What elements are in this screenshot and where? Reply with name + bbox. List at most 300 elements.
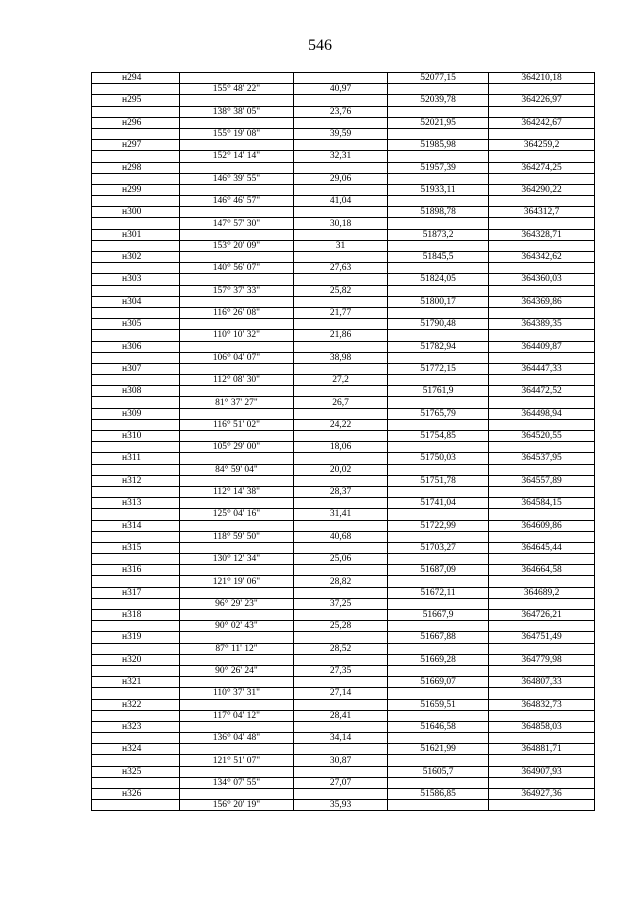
direction-angle-cell: 121° 19' 06" [180, 576, 294, 587]
empty-angle-cell [180, 654, 294, 665]
point-name-cell: н322 [92, 699, 180, 710]
point-row [92, 789, 595, 800]
direction-angle-cell: 96° 29' 23" [180, 598, 294, 609]
x-coordinate-cell: 51646,58 [388, 721, 489, 732]
measurement-row [92, 800, 595, 811]
point-name-cell: н321 [92, 677, 180, 688]
x-coordinate-cell: 52077,15 [388, 73, 489, 84]
empty-angle-cell [180, 475, 294, 486]
measurement-row [92, 486, 595, 497]
empty-x-cell [388, 464, 489, 475]
empty-angle-cell [180, 431, 294, 442]
empty-length-cell [294, 699, 388, 710]
x-coordinate-cell: 51687,09 [388, 565, 489, 576]
empty-y-cell [489, 330, 595, 341]
empty-angle-cell [180, 319, 294, 330]
x-coordinate-cell: 51621,99 [388, 744, 489, 755]
direction-angle-cell: 106° 04' 07" [180, 352, 294, 363]
y-coordinate-cell: 364664,58 [489, 565, 595, 576]
empty-point-cell [92, 173, 180, 184]
y-coordinate-cell: 364689,2 [489, 587, 595, 598]
empty-y-cell [489, 442, 595, 453]
segment-length-cell: 20,02 [294, 464, 388, 475]
empty-x-cell [388, 598, 489, 609]
measurement-row [92, 598, 595, 609]
point-name-cell: н304 [92, 296, 180, 307]
y-coordinate-cell: 364210,18 [489, 73, 595, 84]
empty-length-cell [294, 296, 388, 307]
x-coordinate-cell: 51669,28 [388, 654, 489, 665]
empty-length-cell [294, 431, 388, 442]
point-name-cell: н307 [92, 363, 180, 374]
measurement-row [92, 554, 595, 565]
point-row [92, 296, 595, 307]
x-coordinate-cell: 52021,95 [388, 117, 489, 128]
empty-point-cell [92, 643, 180, 654]
direction-angle-cell: 117° 04' 12" [180, 710, 294, 721]
point-name-cell: н300 [92, 207, 180, 218]
point-name-cell: н295 [92, 95, 180, 106]
empty-x-cell [388, 330, 489, 341]
segment-length-cell: 18,06 [294, 442, 388, 453]
empty-length-cell [294, 475, 388, 486]
empty-y-cell [489, 397, 595, 408]
empty-point-cell [92, 307, 180, 318]
empty-angle-cell [180, 565, 294, 576]
empty-y-cell [489, 643, 595, 654]
point-name-cell: н325 [92, 766, 180, 777]
segment-length-cell: 25,82 [294, 285, 388, 296]
empty-y-cell [489, 84, 595, 95]
empty-length-cell [294, 632, 388, 643]
direction-angle-cell: 146° 39' 55" [180, 173, 294, 184]
point-row [92, 453, 595, 464]
y-coordinate-cell: 364226,97 [489, 95, 595, 106]
point-row [92, 721, 595, 732]
direction-angle-cell: 121° 51' 07" [180, 755, 294, 766]
empty-length-cell [294, 565, 388, 576]
point-name-cell: н318 [92, 610, 180, 621]
measurement-row [92, 263, 595, 274]
measurement-row [92, 464, 595, 475]
point-name-cell: н324 [92, 744, 180, 755]
x-coordinate-cell: 51751,78 [388, 475, 489, 486]
direction-angle-cell: 153° 20' 09" [180, 240, 294, 251]
empty-length-cell [294, 229, 388, 240]
segment-length-cell: 28,37 [294, 486, 388, 497]
x-coordinate-cell: 51782,94 [388, 341, 489, 352]
x-coordinate-cell: 51985,98 [388, 140, 489, 151]
empty-x-cell [388, 733, 489, 744]
measurement-row [92, 643, 595, 654]
direction-angle-cell: 157° 37' 33" [180, 285, 294, 296]
direction-angle-cell: 147° 57' 30" [180, 218, 294, 229]
empty-length-cell [294, 386, 388, 397]
empty-angle-cell [180, 117, 294, 128]
empty-length-cell [294, 520, 388, 531]
empty-angle-cell [180, 699, 294, 710]
empty-x-cell [388, 106, 489, 117]
empty-angle-cell [180, 296, 294, 307]
empty-y-cell [489, 688, 595, 699]
empty-length-cell [294, 117, 388, 128]
x-coordinate-cell: 51722,99 [388, 520, 489, 531]
empty-length-cell [294, 207, 388, 218]
point-row [92, 140, 595, 151]
segment-length-cell: 29,06 [294, 173, 388, 184]
y-coordinate-cell: 364584,15 [489, 498, 595, 509]
empty-point-cell [92, 442, 180, 453]
empty-point-cell [92, 84, 180, 95]
empty-angle-cell [180, 587, 294, 598]
x-coordinate-cell: 51741,04 [388, 498, 489, 509]
empty-angle-cell [180, 744, 294, 755]
empty-x-cell [388, 688, 489, 699]
point-row [92, 252, 595, 263]
empty-angle-cell [180, 341, 294, 352]
segment-length-cell: 40,68 [294, 531, 388, 542]
empty-y-cell [489, 531, 595, 542]
empty-point-cell [92, 733, 180, 744]
direction-angle-cell: 146° 46' 57" [180, 196, 294, 207]
point-name-cell: н296 [92, 117, 180, 128]
empty-point-cell [92, 777, 180, 788]
empty-length-cell [294, 789, 388, 800]
y-coordinate-cell: 364312,7 [489, 207, 595, 218]
direction-angle-cell: 156° 20' 19" [180, 800, 294, 811]
measurement-row [92, 777, 595, 788]
segment-length-cell: 40,97 [294, 84, 388, 95]
point-name-cell: н313 [92, 498, 180, 509]
segment-length-cell: 27,2 [294, 375, 388, 386]
empty-y-cell [489, 128, 595, 139]
empty-point-cell [92, 419, 180, 430]
direction-angle-cell: 152° 14' 14" [180, 151, 294, 162]
y-coordinate-cell: 364290,22 [489, 184, 595, 195]
empty-length-cell [294, 542, 388, 553]
point-row [92, 431, 595, 442]
measurement-row [92, 733, 595, 744]
empty-length-cell [294, 319, 388, 330]
direction-angle-cell: 87° 11' 12" [180, 643, 294, 654]
direction-angle-cell: 81° 37' 27" [180, 397, 294, 408]
empty-length-cell [294, 498, 388, 509]
point-row [92, 207, 595, 218]
empty-x-cell [388, 486, 489, 497]
empty-point-cell [92, 621, 180, 632]
empty-point-cell [92, 598, 180, 609]
empty-length-cell [294, 453, 388, 464]
empty-y-cell [489, 464, 595, 475]
empty-y-cell [489, 486, 595, 497]
point-row [92, 274, 595, 285]
point-name-cell: н309 [92, 408, 180, 419]
empty-angle-cell [180, 677, 294, 688]
empty-point-cell [92, 196, 180, 207]
x-coordinate-cell: 51754,85 [388, 431, 489, 442]
measurement-row [92, 419, 595, 430]
empty-point-cell [92, 218, 180, 229]
point-row [92, 162, 595, 173]
direction-angle-cell: 110° 37' 31" [180, 688, 294, 699]
empty-length-cell [294, 587, 388, 598]
measurement-row [92, 531, 595, 542]
empty-x-cell [388, 151, 489, 162]
point-name-cell: н305 [92, 319, 180, 330]
empty-point-cell [92, 397, 180, 408]
direction-angle-cell: 84° 59' 04" [180, 464, 294, 475]
point-name-cell: н294 [92, 73, 180, 84]
measurement-row [92, 755, 595, 766]
measurement-row [92, 621, 595, 632]
point-name-cell: н317 [92, 587, 180, 598]
point-row [92, 587, 595, 598]
empty-angle-cell [180, 162, 294, 173]
segment-length-cell: 38,98 [294, 352, 388, 363]
coordinates-table-body [92, 73, 595, 811]
empty-y-cell [489, 173, 595, 184]
x-coordinate-cell: 51957,39 [388, 162, 489, 173]
empty-angle-cell [180, 520, 294, 531]
empty-point-cell [92, 509, 180, 520]
segment-length-cell: 25,06 [294, 554, 388, 565]
segment-length-cell: 31,41 [294, 509, 388, 520]
y-coordinate-cell: 364807,33 [489, 677, 595, 688]
x-coordinate-cell: 51669,07 [388, 677, 489, 688]
point-row [92, 73, 595, 84]
empty-y-cell [489, 710, 595, 721]
point-name-cell: н312 [92, 475, 180, 486]
empty-y-cell [489, 106, 595, 117]
segment-length-cell: 23,76 [294, 106, 388, 117]
direction-angle-cell: 116° 51' 02" [180, 419, 294, 430]
y-coordinate-cell: 364881,71 [489, 744, 595, 755]
empty-point-cell [92, 576, 180, 587]
segment-length-cell: 28,82 [294, 576, 388, 587]
empty-x-cell [388, 419, 489, 430]
empty-angle-cell [180, 207, 294, 218]
y-coordinate-cell: 364520,55 [489, 431, 595, 442]
x-coordinate-cell: 51772,15 [388, 363, 489, 374]
empty-length-cell [294, 408, 388, 419]
y-coordinate-cell: 364447,33 [489, 363, 595, 374]
empty-length-cell [294, 252, 388, 263]
point-row [92, 654, 595, 665]
empty-x-cell [388, 285, 489, 296]
empty-x-cell [388, 375, 489, 386]
x-coordinate-cell: 51605,7 [388, 766, 489, 777]
y-coordinate-cell: 364858,03 [489, 721, 595, 732]
y-coordinate-cell: 364328,71 [489, 229, 595, 240]
point-row [92, 520, 595, 531]
empty-x-cell [388, 397, 489, 408]
point-name-cell: н323 [92, 721, 180, 732]
segment-length-cell: 31 [294, 240, 388, 251]
empty-x-cell [388, 218, 489, 229]
measurement-row [92, 665, 595, 676]
direction-angle-cell: 138° 38' 05" [180, 106, 294, 117]
empty-x-cell [388, 240, 489, 251]
segment-length-cell: 25,28 [294, 621, 388, 632]
point-row [92, 408, 595, 419]
empty-point-cell [92, 240, 180, 251]
point-name-cell: н319 [92, 632, 180, 643]
segment-length-cell: 37,25 [294, 598, 388, 609]
empty-point-cell [92, 352, 180, 363]
point-name-cell: н320 [92, 654, 180, 665]
x-coordinate-cell: 51790,48 [388, 319, 489, 330]
x-coordinate-cell: 51761,9 [388, 386, 489, 397]
x-coordinate-cell: 51765,79 [388, 408, 489, 419]
direction-angle-cell: 90° 26' 24" [180, 665, 294, 676]
empty-point-cell [92, 128, 180, 139]
empty-y-cell [489, 733, 595, 744]
empty-x-cell [388, 755, 489, 766]
segment-length-cell: 34,14 [294, 733, 388, 744]
empty-point-cell [92, 554, 180, 565]
y-coordinate-cell: 364779,98 [489, 654, 595, 665]
empty-point-cell [92, 800, 180, 811]
point-row [92, 386, 595, 397]
empty-angle-cell [180, 274, 294, 285]
measurement-row [92, 151, 595, 162]
empty-length-cell [294, 95, 388, 106]
point-name-cell: н302 [92, 252, 180, 263]
empty-angle-cell [180, 498, 294, 509]
point-row [92, 744, 595, 755]
y-coordinate-cell: 364360,03 [489, 274, 595, 285]
empty-point-cell [92, 486, 180, 497]
y-coordinate-cell: 364472,52 [489, 386, 595, 397]
empty-x-cell [388, 442, 489, 453]
segment-length-cell: 41,04 [294, 196, 388, 207]
y-coordinate-cell: 364259,2 [489, 140, 595, 151]
empty-angle-cell [180, 721, 294, 732]
measurement-row [92, 576, 595, 587]
x-coordinate-cell: 51703,27 [388, 542, 489, 553]
point-name-cell: н298 [92, 162, 180, 173]
empty-angle-cell [180, 453, 294, 464]
empty-y-cell [489, 576, 595, 587]
point-row [92, 363, 595, 374]
point-row [92, 498, 595, 509]
y-coordinate-cell: 364242,67 [489, 117, 595, 128]
direction-angle-cell: 155° 48' 22" [180, 84, 294, 95]
y-coordinate-cell: 364409,87 [489, 341, 595, 352]
segment-length-cell: 30,18 [294, 218, 388, 229]
direction-angle-cell: 118° 59' 50" [180, 531, 294, 542]
point-row [92, 632, 595, 643]
y-coordinate-cell: 364927,36 [489, 789, 595, 800]
empty-y-cell [489, 196, 595, 207]
x-coordinate-cell: 51659,51 [388, 699, 489, 710]
point-row [92, 95, 595, 106]
empty-point-cell [92, 665, 180, 676]
x-coordinate-cell: 51667,88 [388, 632, 489, 643]
empty-angle-cell [180, 229, 294, 240]
empty-x-cell [388, 643, 489, 654]
measurement-row [92, 285, 595, 296]
empty-angle-cell [180, 140, 294, 151]
y-coordinate-cell: 364274,25 [489, 162, 595, 173]
direction-angle-cell: 105° 29' 00" [180, 442, 294, 453]
empty-y-cell [489, 621, 595, 632]
empty-y-cell [489, 285, 595, 296]
direction-angle-cell: 112° 14' 38" [180, 486, 294, 497]
empty-length-cell [294, 721, 388, 732]
empty-y-cell [489, 777, 595, 788]
segment-length-cell: 32,31 [294, 151, 388, 162]
empty-y-cell [489, 665, 595, 676]
empty-angle-cell [180, 95, 294, 106]
segment-length-cell: 26,7 [294, 397, 388, 408]
segment-length-cell: 28,41 [294, 710, 388, 721]
point-row [92, 117, 595, 128]
y-coordinate-cell: 364609,86 [489, 520, 595, 531]
segment-length-cell: 35,93 [294, 800, 388, 811]
direction-angle-cell: 90° 02' 43" [180, 621, 294, 632]
empty-angle-cell [180, 252, 294, 263]
point-row [92, 319, 595, 330]
segment-length-cell: 24,22 [294, 419, 388, 430]
measurement-row [92, 397, 595, 408]
empty-length-cell [294, 744, 388, 755]
measurement-row [92, 240, 595, 251]
x-coordinate-cell: 51667,9 [388, 610, 489, 621]
direction-angle-cell: 136° 04' 48" [180, 733, 294, 744]
measurement-row [92, 375, 595, 386]
measurement-row [92, 509, 595, 520]
point-row [92, 699, 595, 710]
empty-x-cell [388, 263, 489, 274]
y-coordinate-cell: 364498,94 [489, 408, 595, 419]
point-row [92, 341, 595, 352]
coordinates-table [91, 72, 595, 811]
x-coordinate-cell: 51873,2 [388, 229, 489, 240]
empty-y-cell [489, 554, 595, 565]
point-row [92, 766, 595, 777]
y-coordinate-cell: 364726,21 [489, 610, 595, 621]
segment-length-cell: 30,87 [294, 755, 388, 766]
empty-length-cell [294, 140, 388, 151]
empty-y-cell [489, 240, 595, 251]
empty-length-cell [294, 73, 388, 84]
x-coordinate-cell: 51845,5 [388, 252, 489, 263]
measurement-row [92, 352, 595, 363]
empty-y-cell [489, 375, 595, 386]
empty-x-cell [388, 531, 489, 542]
y-coordinate-cell: 364751,49 [489, 632, 595, 643]
y-coordinate-cell: 364557,89 [489, 475, 595, 486]
measurement-row [92, 688, 595, 699]
direction-angle-cell: 155° 19' 08" [180, 128, 294, 139]
direction-angle-cell: 116° 26' 08" [180, 307, 294, 318]
empty-x-cell [388, 173, 489, 184]
empty-point-cell [92, 531, 180, 542]
point-name-cell: н301 [92, 229, 180, 240]
point-row [92, 565, 595, 576]
y-coordinate-cell: 364389,35 [489, 319, 595, 330]
empty-x-cell [388, 576, 489, 587]
measurement-row [92, 307, 595, 318]
empty-y-cell [489, 151, 595, 162]
empty-length-cell [294, 341, 388, 352]
direction-angle-cell: 130° 12' 34" [180, 554, 294, 565]
empty-x-cell [388, 621, 489, 632]
empty-point-cell [92, 710, 180, 721]
measurement-row [92, 196, 595, 207]
empty-angle-cell [180, 789, 294, 800]
